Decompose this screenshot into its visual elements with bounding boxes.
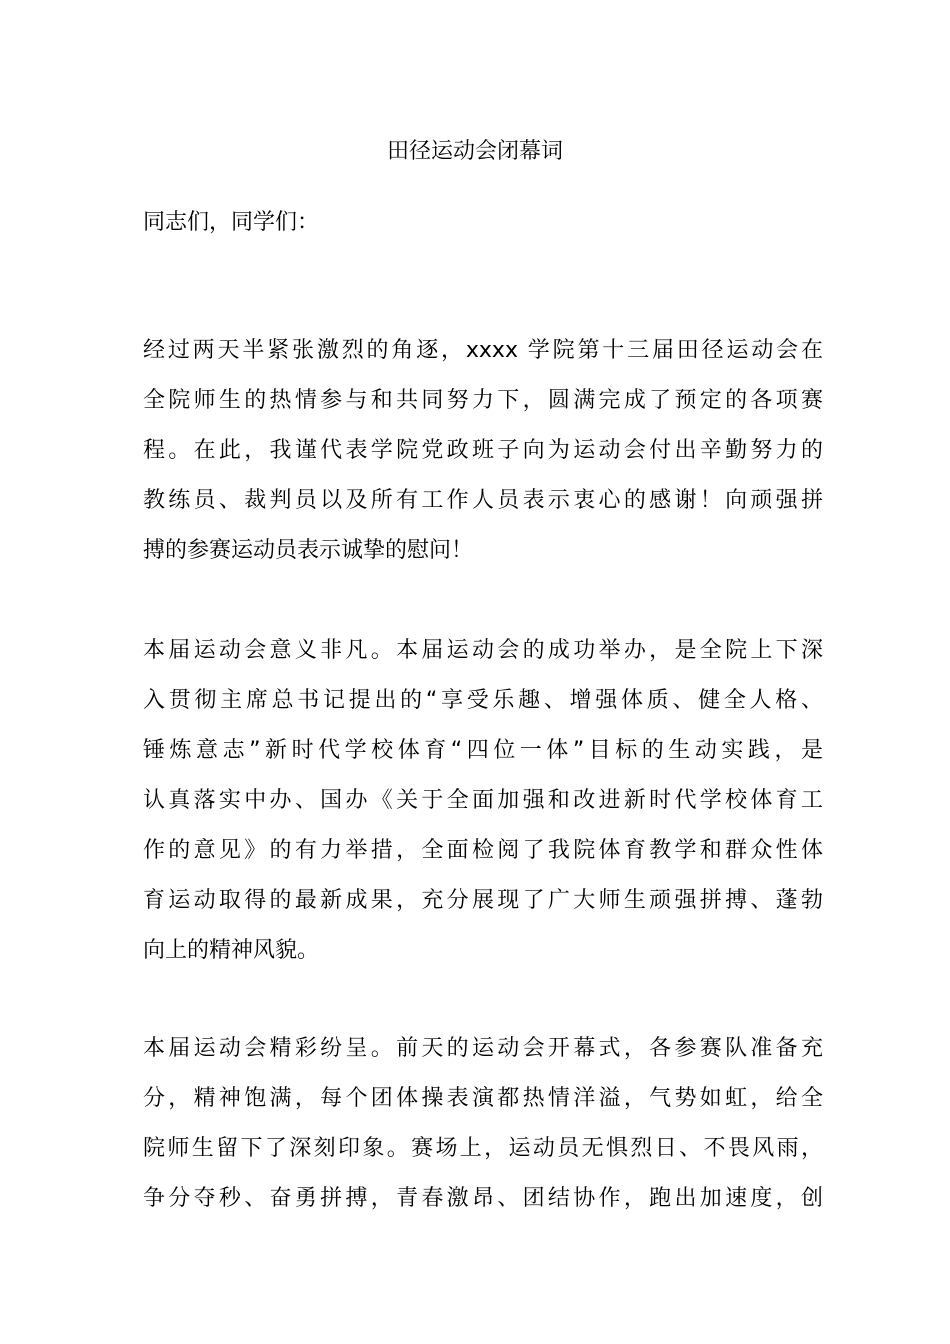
paragraph-line: 经过两天半紧张激烈的角逐，xxxx 学院第十三届田径运动会在 xyxy=(143,338,823,363)
paragraph-line: 育运动取得的最新成果，充分展现了广大师生顽强拼搏、蓬勃 xyxy=(143,888,823,913)
paragraph-line: 教练员、裁判员以及所有工作人员表示衷心的感谢！向顽强拼 xyxy=(143,488,823,513)
paragraph-line: 院师生留下了深刻印象。赛场上，运动员无惧烈日、不畏风雨， xyxy=(143,1136,823,1161)
salutation: 同志们，同学们： xyxy=(143,210,320,235)
paragraph-line: 全院师生的热情参与和共同努力下，圆满完成了预定的各项赛 xyxy=(143,388,823,413)
paragraph-line: 本届运动会精彩纷呈。前天的运动会开幕式，各参赛队准备充 xyxy=(143,1036,823,1061)
paragraph-line: 入贯彻主席总书记提出的“享受乐趣、增强体质、健全人格、 xyxy=(143,688,823,713)
paragraph-line: 认真落实中办、国办《关于全面加强和改进新时代学校体育工 xyxy=(143,788,823,813)
paragraph-line: 锤炼意志”新时代学校体育“四位一体”目标的生动实践，是 xyxy=(143,738,823,763)
paragraph-line: 程。在此，我谨代表学院党政班子向为运动会付出辛勤努力的 xyxy=(143,438,823,463)
paragraph-line: 本届运动会意义非凡。本届运动会的成功举办，是全院上下深 xyxy=(143,638,823,663)
paragraph-line: 向上的精神风貌。 xyxy=(143,938,320,963)
paragraph-line: 争分夺秒、奋勇拼搏，青春激昂、团结协作，跑出加速度，创 xyxy=(143,1186,823,1211)
paragraph-3 xyxy=(143,1024,823,1224)
paragraph-line: 作的意见》的有力举措，全面检阅了我院体育教学和群众性体 xyxy=(143,838,823,863)
paragraph-line: 分，精神饱满，每个团体操表演都热情洋溢，气势如虹，给全 xyxy=(143,1086,823,1111)
paragraph-2 xyxy=(143,626,823,976)
paragraph-1 xyxy=(143,326,823,576)
paragraph-line: 搏的参赛运动员表示诚挚的慰问！ xyxy=(143,538,474,563)
document-title: 田径运动会闭幕词 xyxy=(386,139,563,164)
